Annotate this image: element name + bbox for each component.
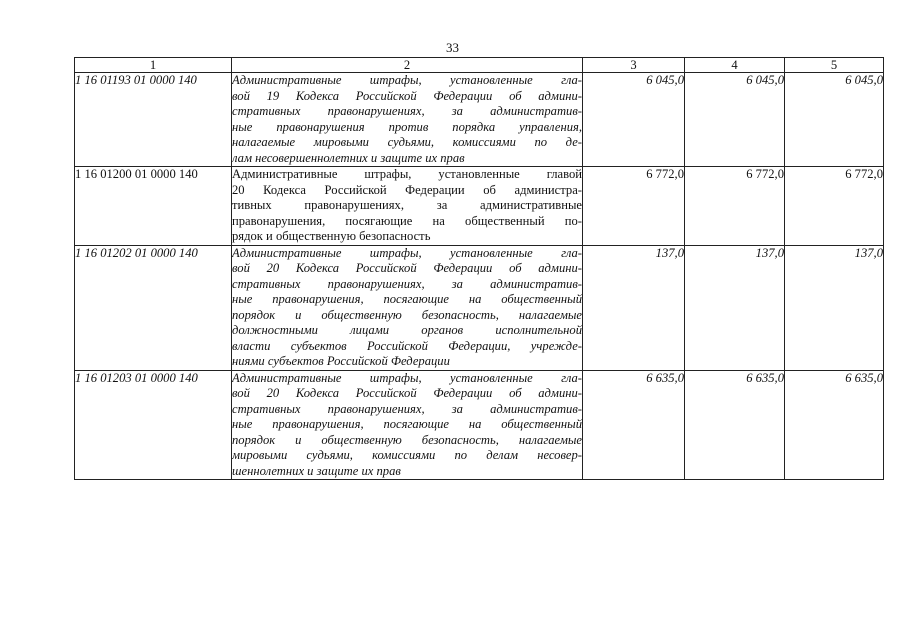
table-row (75, 73, 884, 167)
description-line: власти субъектов Российской Федерации, учрежде- (232, 338, 582, 353)
amount-cell-col4: 6 635,0 (685, 370, 785, 480)
column-header-3: 3 (583, 58, 685, 73)
column-header-4: 4 (685, 58, 785, 73)
description-line: мировыми судьями, комиссиями по делам несовер- (232, 448, 582, 462)
description-line: вой 19 Кодекса Российской Федерации об админи- (232, 88, 582, 103)
description-line: стративных правонарушениях, за административ- (232, 401, 582, 416)
header-row (75, 58, 884, 73)
revenue-description-cell (232, 167, 583, 246)
amount-cell-col4: 137,0 (685, 245, 785, 370)
description-line: 20 Кодекса Российской Федерации об администра- (232, 182, 582, 197)
description-line: лам несовершеннолетних и защите их прав (232, 150, 465, 165)
amount-cell-col3: 6 045,0 (583, 73, 685, 167)
description-line: должностными лицами органов исполнительной (232, 323, 582, 337)
column-header-5: 5 (785, 58, 884, 73)
table-row (75, 370, 884, 480)
description-line: Административные штрафы, установленные гла- (232, 370, 582, 385)
amount-cell-col5: 137,0 (785, 245, 884, 370)
description-line: тивных правонарушениях, за административные (232, 198, 582, 212)
amount-cell-col3: 6 635,0 (583, 370, 685, 480)
revenue-description-cell (232, 245, 583, 370)
revenue-code-cell: 1 16 01203 01 0000 140 (75, 370, 232, 480)
description-line: Административные штрафы, установленные гла- (232, 73, 582, 87)
amount-cell-col5: 6 045,0 (785, 73, 884, 167)
amount-cell-col4: 6 772,0 (685, 167, 785, 246)
revenue-description-cell (232, 370, 583, 480)
description-line: порядок и общественную безопасность, налагаемые (232, 432, 582, 447)
description-line: стративных правонарушениях, за административ- (232, 104, 582, 118)
revenue-code-cell: 1 16 01202 01 0000 140 (75, 245, 232, 370)
revenue-description-cell (232, 73, 583, 167)
description-line: ниями субъектов Российской Федерации (232, 354, 450, 368)
revenue-code-cell: 1 16 01200 01 0000 140 (75, 167, 232, 246)
description-line: Административные штрафы, установленные главой (232, 167, 582, 181)
column-header-1: 1 (75, 58, 232, 73)
description-line: порядок и общественную безопасность, налагаемые (232, 307, 582, 322)
amount-cell-col4: 6 045,0 (685, 73, 785, 167)
budget-table (74, 57, 884, 480)
amount-cell-col5: 6 635,0 (785, 370, 884, 480)
column-header-2: 2 (232, 58, 583, 73)
description-line: ные правонарушения, посягающие на общественный (232, 292, 582, 306)
description-line: Административные штрафы, установленные гла- (232, 245, 582, 260)
description-line: ные правонарушения, посягающие на общественный (232, 417, 582, 431)
description-line: ные правонарушения против порядка управления, (232, 119, 582, 134)
description-line: стративных правонарушениях, за административ- (232, 276, 582, 291)
description-line: вой 20 Кодекса Российской Федерации об админи- (232, 386, 582, 400)
description-line: рядок и общественную безопасность (232, 229, 431, 243)
page-number: 33 (446, 40, 459, 55)
table-row (75, 167, 884, 246)
description-line: налагаемые мировыми судьями, комиссиями по де- (232, 135, 582, 149)
table-row (75, 245, 884, 370)
description-line: правонарушения, посягающие на общественный по- (232, 213, 582, 228)
amount-cell-col3: 6 772,0 (583, 167, 685, 246)
amount-cell-col3: 137,0 (583, 245, 685, 370)
amount-cell-col5: 6 772,0 (785, 167, 884, 246)
revenue-code-cell: 1 16 01193 01 0000 140 (75, 73, 232, 167)
description-line: шеннолетних и защите их прав (232, 463, 401, 478)
description-line: вой 20 Кодекса Российской Федерации об админи- (232, 261, 582, 275)
